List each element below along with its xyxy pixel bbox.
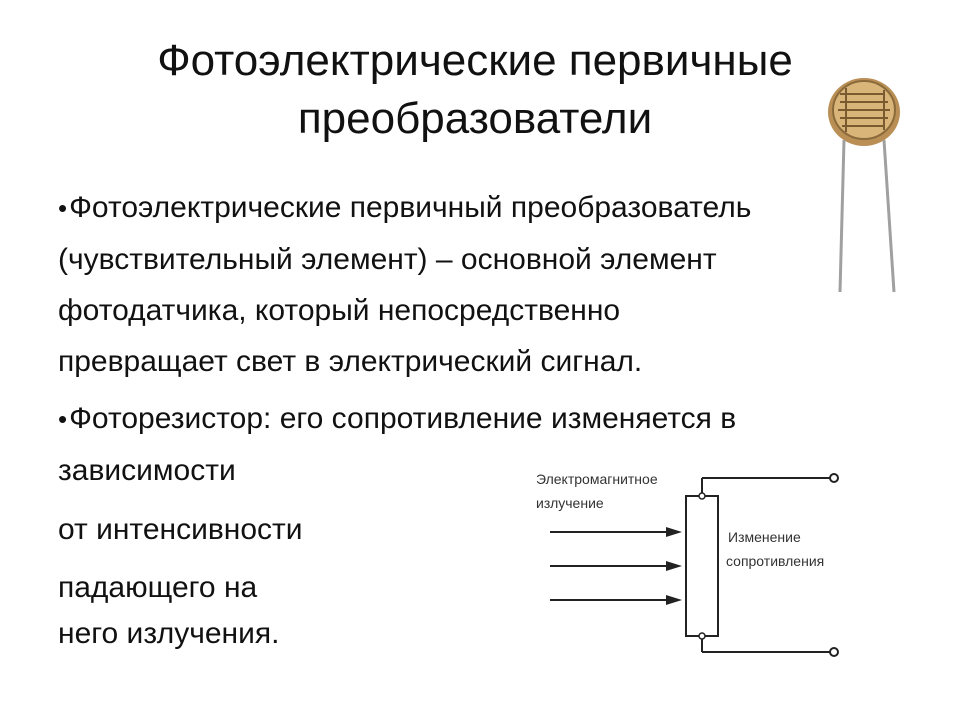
title-line-2: преобразователи	[297, 94, 653, 143]
bullet-marker: •	[58, 193, 68, 223]
title-line-1: Фотоэлектрические первичные	[157, 36, 793, 85]
input-label-line2: излучение	[536, 495, 604, 511]
output-label-line2: сопротивления	[726, 553, 825, 569]
slide-title	[60, 32, 890, 148]
bottom-terminal	[830, 648, 838, 656]
radiation-arrow	[550, 595, 682, 605]
radiation-arrow	[550, 561, 682, 571]
bullet-1	[58, 182, 848, 387]
bullet-1-line-4: превращает свет в электрический сигнал.	[58, 345, 643, 378]
output-label-line1: Изменение	[728, 529, 801, 545]
bullet-2-line-4: падающего на	[58, 571, 258, 604]
resistor-bottom-dot	[699, 633, 705, 639]
bullet-2-line-1: Фоторезистор: его сопротивление изменяется в	[69, 402, 737, 435]
photoresistor-diagram	[530, 460, 860, 670]
bullet-1-line-2: (чувствительный элемент) – основной элемент	[58, 243, 717, 276]
bullet-2-line-3: от интенсивности	[58, 513, 303, 546]
top-terminal	[830, 474, 838, 482]
bullet-1-line-3: фотодатчика, который непосредственно	[58, 294, 621, 327]
input-label-line1: Электромагнитное	[536, 471, 658, 487]
resistor-top-dot	[699, 493, 705, 499]
resistor-body	[686, 496, 718, 636]
bullet-2-line-5: него излучения.	[58, 617, 280, 650]
radiation-arrow	[550, 527, 682, 537]
bullet-marker: •	[58, 404, 68, 434]
bullet-2-line-2: зависимости	[58, 454, 236, 487]
bullet-1-line-1: Фотоэлектрические первичный преобразователь	[69, 191, 752, 224]
